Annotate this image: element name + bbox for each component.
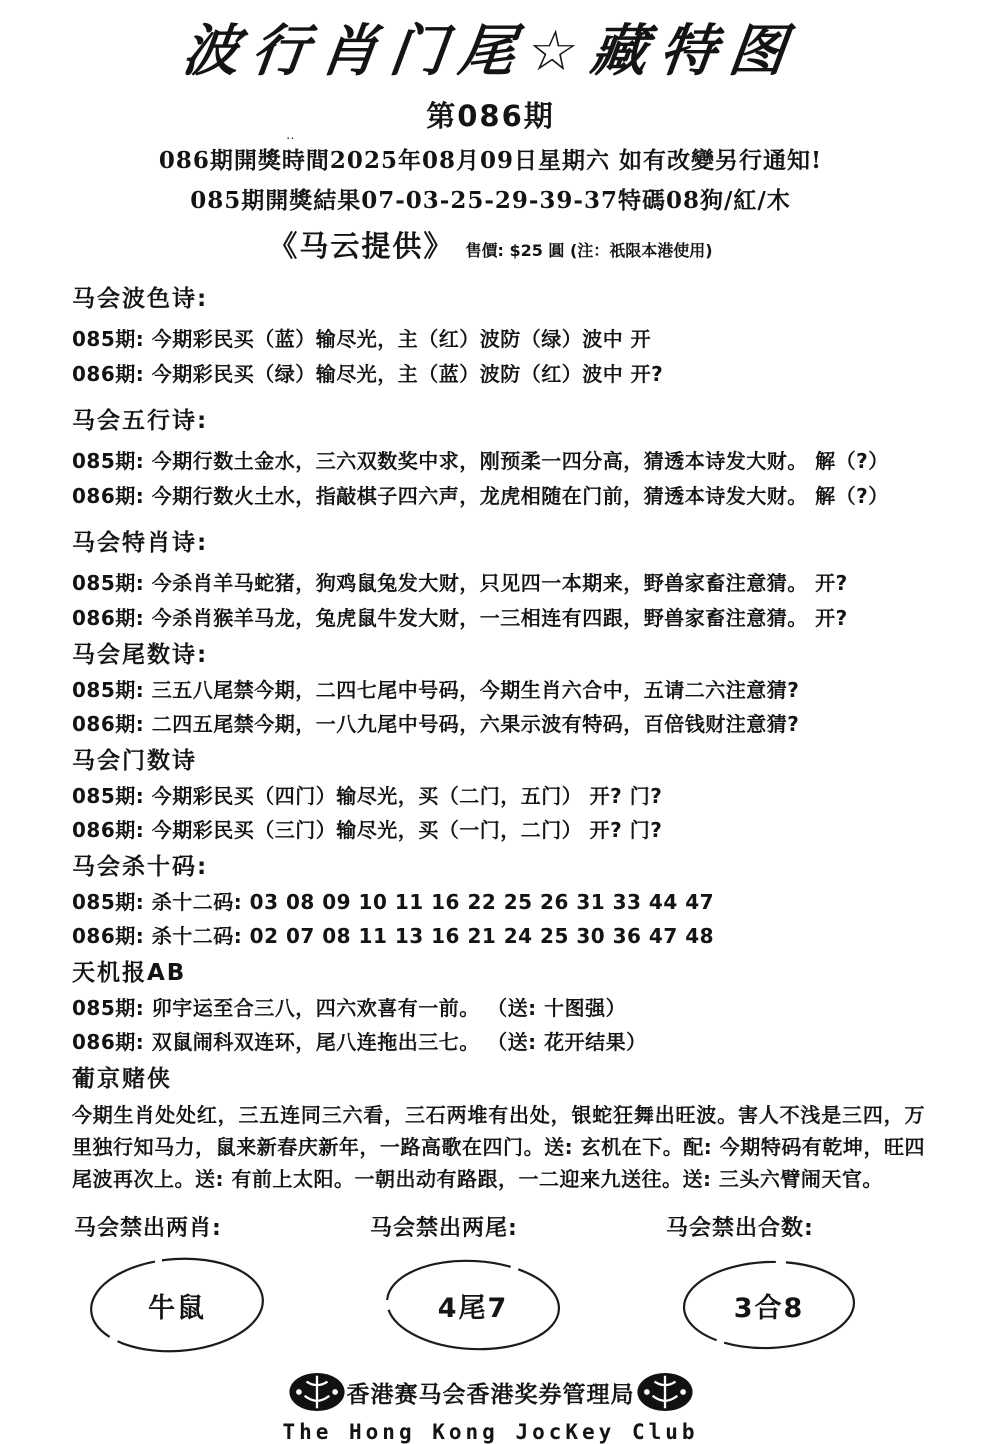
prohibit-two-tails [354,1211,592,1356]
pujing-paragraph: 今期生肖处处红，三五连同三六看，三石两堆有出处，银蛇狂舞出旺波。害人不浅是三四，万里独行知马力，鼠来新春庆新年，一路高歌在四门。送: 玄机在下。配: 今期特码有乾坤，旺四尾波再次上。送: 有前上太阳。一朝出动有路跟，一二迎来九送往。送: 三头六臂闹天官。 [72,1103,925,1192]
prohibit-value: 4尾7 [437,1292,509,1324]
jockey-club-logo-icon [288,1372,346,1412]
prohibit-oval [673,1254,865,1356]
prohibit-label: 马会禁出两肖: [74,1216,222,1242]
prohibit-two-zodiac [58,1211,296,1356]
poem-line-086: 086期: 今期行数火土水，指敲棋子四六声，龙虎相随在门前，猜透本诗发大财。 解（?） [72,484,889,509]
draw-time-line: 086期開獎時間2025年08月09日星期六 如有改變另行通知! [158,147,823,175]
provider-price-note: 售價: $25 圓 (注：祇限本港使用) [465,241,713,261]
poem-line-086: 086期: 双鼠闹科双连环，尾八连拖出三七。 （送: 花开结果） [72,1030,647,1055]
kill-codes-085: 085期: 杀十二码: 03 08 09 10 11 16 22 25 26 31 33 44 47 [72,890,715,915]
section-wuxing-poem [72,402,925,509]
section-heading-pujing: 葡京赌侠 [72,1066,172,1093]
poem-line-086: 086期: 今期彩民买（三门）输尽光，买（一门，二门） 开? 门? [72,818,663,843]
section-heading-menshu: 马会门数诗 [72,748,197,775]
prohibit-label: 马会禁出两尾: [370,1216,518,1242]
prohibit-oval [377,1254,569,1356]
page-title: 波行肖门尾☆藏特图 [178,19,803,84]
prohibit-sum [650,1211,888,1356]
section-shashima [72,848,925,949]
section-heading-weishu: 马会尾数诗: [72,642,209,669]
kill-codes-086: 086期: 杀十二码: 02 07 08 11 13 16 21 24 25 30 36 47 48 [72,924,715,949]
poem-line-085: 085期: 三五八尾禁今期，二四七尾中号码，今期生肖六合中，五请二六注意猜? [72,678,800,703]
poem-line-086: 086期: 今期彩民买（绿）输尽光，主（蓝）波防（红）波中 开? [72,362,664,387]
section-heading-tianjibao: 天机报AB [72,960,187,987]
poem-line-086: 086期: 今杀肖猴羊马龙，兔虎鼠牛发大财，一三相连有四跟，野兽家畜注意猜。 开? [72,606,848,631]
section-heading-wuxing: 马会五行诗: [72,408,209,435]
prohibitions-row [58,1211,981,1356]
last-result-line: 085期開獎結果07-03-25-29-39-37特碼08狗/紅/木 [190,187,791,215]
section-tianjibao [72,954,925,1055]
poem-line-085: 085期: 今期行数土金水，三六双数奖中求，刚预柔一四分高，猜透本诗发大财。 解（?） [72,449,889,474]
footer-org-english: The Hong Kong JocKey Club [282,1420,699,1444]
section-weishu-poem [72,636,925,737]
section-texiao-poem [72,524,925,631]
prohibit-value: 牛鼠 [148,1292,206,1324]
poem-line-086: 086期: 二四五尾禁今期，一八九尾中号码，六果示波有特码，百倍钱财注意猜? [72,712,800,737]
poem-line-085: 085期: 今期彩民买（蓝）输尽光，主（红）波防（绿）波中 开 [72,327,652,352]
section-pujing-dudie [72,1060,925,1195]
footer-brand-row [0,1372,981,1412]
poem-line-085: 085期: 卯宇运至合三八，四六欢喜有一前。 （送: 十图强） [72,996,627,1021]
footer-org-chinese: 香港赛马会香港奖券管理局 [346,1381,635,1408]
issue-number: 第086期 [426,99,555,134]
poem-line-085: 085期: 今杀肖羊马蛇猪，狗鸡鼠兔发大财，只见四一本期来，野兽家畜注意猜。 开? [72,571,848,596]
prohibit-oval [81,1254,273,1356]
footer [0,1372,981,1444]
poem-line-085: 085期: 今期彩民买（四门）输尽光，买（二门，五门） 开? 门? [72,784,663,809]
print-artifact: ‥ [286,128,295,143]
provider-name: 《马云提供》 [268,229,455,264]
prohibit-label: 马会禁出合数: [666,1216,814,1242]
jockey-club-logo-icon [636,1372,694,1412]
prohibit-value: 3合8 [733,1292,805,1324]
section-bose-poem [72,280,925,387]
section-heading-texiao: 马会特肖诗: [72,530,209,557]
section-heading-bose: 马会波色诗: [72,286,209,313]
provider-line [0,224,981,265]
section-heading-shashima: 马会杀十码: [72,854,209,881]
section-menshu-poem [72,742,925,843]
